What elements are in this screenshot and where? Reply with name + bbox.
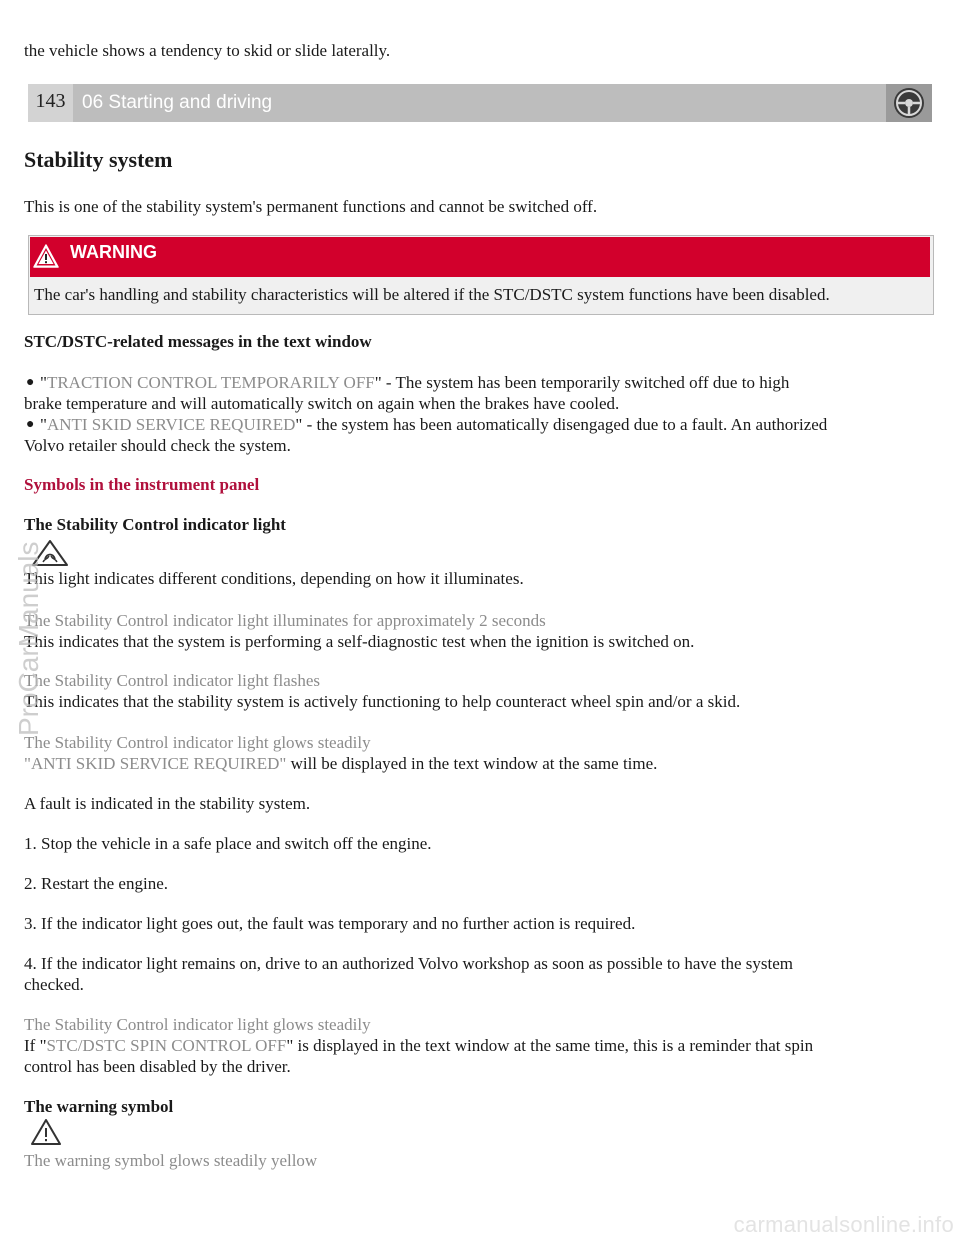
footer-watermark: carmanualsonline.info (733, 1212, 954, 1237)
side-watermark (0, 540, 54, 740)
symbols-heading: Symbols in the instrument panel (24, 475, 260, 494)
step-item: 2. Restart the engine. (24, 874, 168, 893)
warning-text: The car's handling and stability characteristics will be altered if the STC/DSTC system functions have been disabled. (34, 285, 830, 304)
step-item: checked. (24, 975, 84, 994)
warning-symbol-heading: The warning symbol (24, 1097, 174, 1116)
condition-label: The Stability Control indicator light glows steadily (24, 733, 371, 752)
condition-label: The Stability Control indicator light glows steadily (24, 1015, 371, 1034)
condition-text: control has been disabled by the driver. (24, 1057, 291, 1076)
message-code: STC/DSTC SPIN CONTROL OFF (46, 1036, 287, 1055)
page-number: 143 (28, 84, 73, 122)
step-item: 1. Stop the vehicle in a safe place and switch off the engine. (24, 834, 432, 853)
step-item: 3. If the indicator light goes out, the fault was temporary and no further action is required. (24, 914, 636, 933)
message-code: ANTI SKID SERVICE REQUIRED (46, 415, 296, 434)
permanent-note: This is one of the stability system's permanent functions and cannot be switched off. (24, 197, 598, 216)
messages-heading: STC/DSTC-related messages in the text window (24, 332, 372, 351)
condition-text: This indicates that the stability system is actively functioning to help counteract wheel spin and/or a skid. (24, 692, 741, 711)
section-title: Stability system (24, 147, 173, 172)
condition-text: This indicates that the system is performing a self-diagnostic test when the ignition is switched on. (24, 632, 695, 651)
message-line: "TRACTION CONTROL TEMPORARILY OFF" - The system has been temporarily switched off due to high (40, 373, 790, 392)
condition-text: If "STC/DSTC SPIN CONTROL OFF" is displayed in the text window at the same time, this is a reminder that spin (24, 1036, 814, 1055)
chapter-title: 06 Starting and driving (82, 92, 273, 113)
steering-wheel-icon (886, 84, 932, 122)
step-item: 4. If the indicator light remains on, drive to an authorized Volvo workshop as soon as possible to have the system (24, 954, 793, 973)
warning-triangle-icon (30, 1118, 62, 1151)
message-code: TRACTION CONTROL TEMPORARILY OFF (46, 373, 375, 392)
condition-text: "ANTI SKID SERVICE REQUIRED" will be displayed in the text window at the same time. (24, 754, 658, 773)
warning-triangle-icon (32, 243, 60, 274)
condition-label: The Stability Control indicator light flashes (24, 671, 321, 690)
indicator-heading: The Stability Control indicator light (24, 515, 286, 534)
message-line: Volvo retailer should check the system. (24, 436, 291, 455)
condition-label: The Stability Control indicator light illuminates for approximately 2 seconds (24, 611, 546, 630)
side-watermark-text: ProCarManuals.com (13, 540, 44, 736)
message-line: "ANTI SKID SERVICE REQUIRED" - the system has been automatically disengaged due to a fault. An authorized (40, 415, 828, 434)
message-code: "ANTI SKID SERVICE REQUIRED" (24, 754, 287, 773)
bullet-icon: ● (26, 417, 35, 432)
warning-title: WARNING (70, 242, 157, 262)
indicator-intro: This light indicates different conditions, depending on how it illuminates. (24, 569, 524, 588)
condition-label: The warning symbol glows steadily yellow (24, 1151, 318, 1170)
warning-header (30, 237, 930, 277)
fault-line: A fault is indicated in the stability system. (24, 794, 311, 813)
bullet-icon: ● (26, 375, 35, 390)
intro-line: the vehicle shows a tendency to skid or slide laterally. (24, 41, 391, 60)
message-line: brake temperature and will automatically switch on again when the brakes have cooled. (24, 394, 620, 413)
